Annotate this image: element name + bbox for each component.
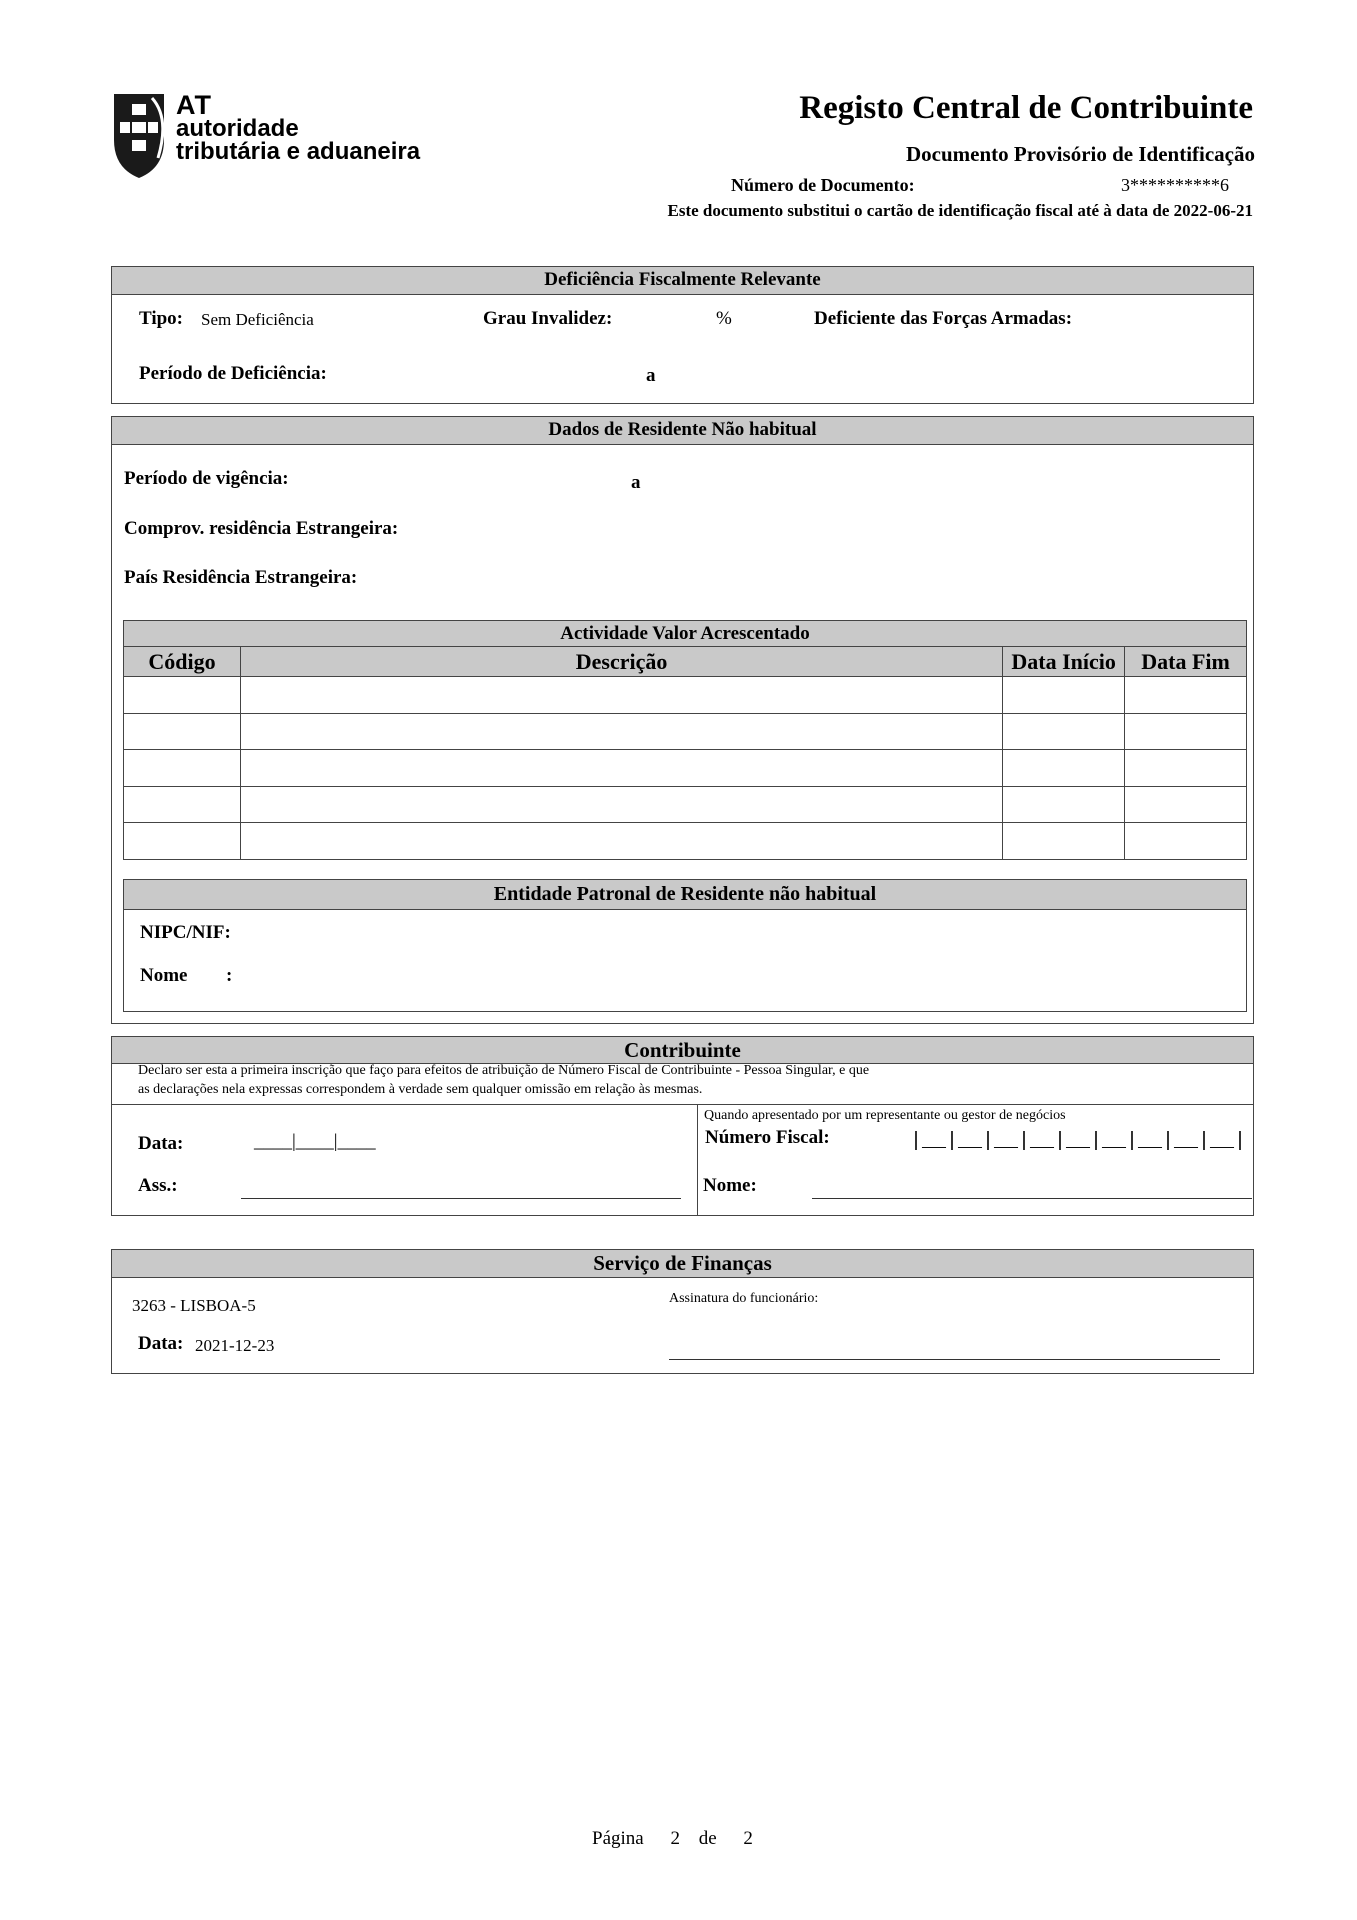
rep-nif-boxes[interactable]: |__|__|__|__|__|__|__|__|__| [910, 1130, 1247, 1153]
page-of: de [698, 1828, 717, 1849]
doc-number-label: Número de Documento: [731, 175, 915, 195]
taxpayer-data-field[interactable]: ____|____|____ [254, 1131, 376, 1152]
finance-signature-line[interactable] [669, 1359, 1220, 1360]
declaration-line-2: as declarações nela expressas correspondem à verdade sem qualquer omissão em relação às mesmas. [138, 1082, 703, 1097]
taxpayer-data-label: Data: [138, 1133, 184, 1154]
taxpayer-divider-h [111, 1104, 1254, 1105]
employer-nome-colon: : [226, 965, 233, 986]
employer-section [123, 879, 1247, 1012]
table-cell[interactable] [240, 677, 1002, 714]
table-cell[interactable] [1125, 677, 1247, 714]
finance-heading: Serviço de Finanças [112, 1250, 1253, 1278]
declaration-line-1: Declaro ser esta a primeira inscrição que faço para efeitos de atribuição de Número Fiscal de Contribuinte - Pessoa Singular, e que [138, 1063, 870, 1078]
table-cell[interactable] [1003, 823, 1125, 860]
table-cell[interactable] [240, 713, 1002, 750]
replacement-note: Este documento substitui o cartão de identificação fiscal até à data de 2022-06-21 [667, 201, 1253, 220]
at-logo [108, 88, 438, 184]
taxpayer-signature-line[interactable] [241, 1198, 681, 1199]
table-cell[interactable] [1003, 713, 1125, 750]
rep-nome-label: Nome: [703, 1175, 757, 1196]
grau-invalidez-label: Grau Invalidez: [483, 308, 613, 329]
taxpayer-divider-v [697, 1104, 698, 1216]
table-cell[interactable] [1003, 677, 1125, 714]
finance-section [111, 1249, 1254, 1374]
taxpayer-heading: Contribuinte [112, 1037, 1253, 1064]
finance-data-label: Data: [138, 1333, 184, 1354]
table-cell[interactable] [1125, 750, 1247, 787]
rep-nif-label: Número Fiscal: [705, 1127, 830, 1148]
page-subtitle: Documento Provisório de Identificação [906, 142, 1255, 166]
table-cell[interactable] [240, 750, 1002, 787]
table-cell[interactable] [240, 823, 1002, 860]
periodo-deficiencia-label: Período de Deficiência: [139, 363, 327, 384]
logo-at-text: AT [176, 90, 212, 120]
table-cell[interactable] [124, 786, 241, 823]
vigencia-sep: a [631, 472, 641, 493]
finance-office: 3263 - LISBOA-5 [132, 1296, 256, 1315]
table-cell[interactable] [1125, 713, 1247, 750]
page-footer [592, 1828, 753, 1850]
col-codigo: Código [124, 647, 241, 677]
employer-nif-label: NIPC/NIF: [140, 922, 231, 943]
table-row [124, 823, 1247, 860]
col-data-inicio: Data Início [1003, 647, 1125, 677]
table-cell[interactable] [1003, 786, 1125, 823]
resident-heading: Dados de Residente Não habitual [112, 417, 1253, 445]
table-cell[interactable] [1003, 750, 1125, 787]
table-row [124, 750, 1247, 787]
comprov-residencia-label: Comprov. residência Estrangeira: [124, 518, 399, 539]
table-row [124, 713, 1247, 750]
table-row [124, 786, 1247, 823]
col-data-fim: Data Fim [1125, 647, 1247, 677]
activity-table [123, 620, 1247, 860]
portuguese-shield-icon [108, 88, 170, 182]
page-total: 2 [743, 1828, 753, 1849]
tipo-label: Tipo: [139, 308, 184, 329]
vigencia-label: Período de vigência: [124, 468, 289, 489]
table-cell[interactable] [124, 823, 241, 860]
doc-number-value: 3**********6 [1121, 175, 1229, 195]
activity-heading: Actividade Valor Acrescentado [124, 621, 1247, 647]
table-row [124, 677, 1247, 714]
employer-heading: Entidade Patronal de Residente não habitual [124, 880, 1246, 910]
page-title: Registo Central de Contribuinte [799, 90, 1253, 126]
table-cell[interactable] [124, 677, 241, 714]
page-current: 2 [670, 1828, 680, 1849]
periodo-deficiencia-sep: a [646, 365, 656, 386]
taxpayer-ass-label: Ass.: [138, 1175, 178, 1196]
table-cell[interactable] [240, 786, 1002, 823]
col-descricao: Descrição [240, 647, 1002, 677]
logo-line-2: autoridade [176, 115, 299, 142]
rep-nome-line[interactable] [812, 1198, 1252, 1199]
tipo-value: Sem Deficiência [201, 310, 314, 329]
table-cell[interactable] [124, 713, 241, 750]
finance-signature-label: Assinatura do funcionário: [669, 1291, 819, 1306]
deficiency-heading: Deficiência Fiscalmente Relevante [112, 267, 1253, 295]
representative-note: Quando apresentado por um representante ou gestor de negócios [704, 1108, 1066, 1123]
logo-line-3: tributária e aduaneira [176, 138, 421, 165]
employer-nome-label: Nome [140, 965, 188, 986]
table-cell[interactable] [1125, 823, 1247, 860]
finance-data-value: 2021-12-23 [195, 1336, 275, 1355]
pais-residencia-label: País Residência Estrangeira: [124, 567, 358, 588]
page-label: Página [592, 1828, 644, 1849]
table-cell[interactable] [124, 750, 241, 787]
grau-unit: % [716, 308, 732, 329]
table-cell[interactable] [1125, 786, 1247, 823]
forcas-armadas-label: Deficiente das Forças Armadas: [814, 308, 1073, 329]
